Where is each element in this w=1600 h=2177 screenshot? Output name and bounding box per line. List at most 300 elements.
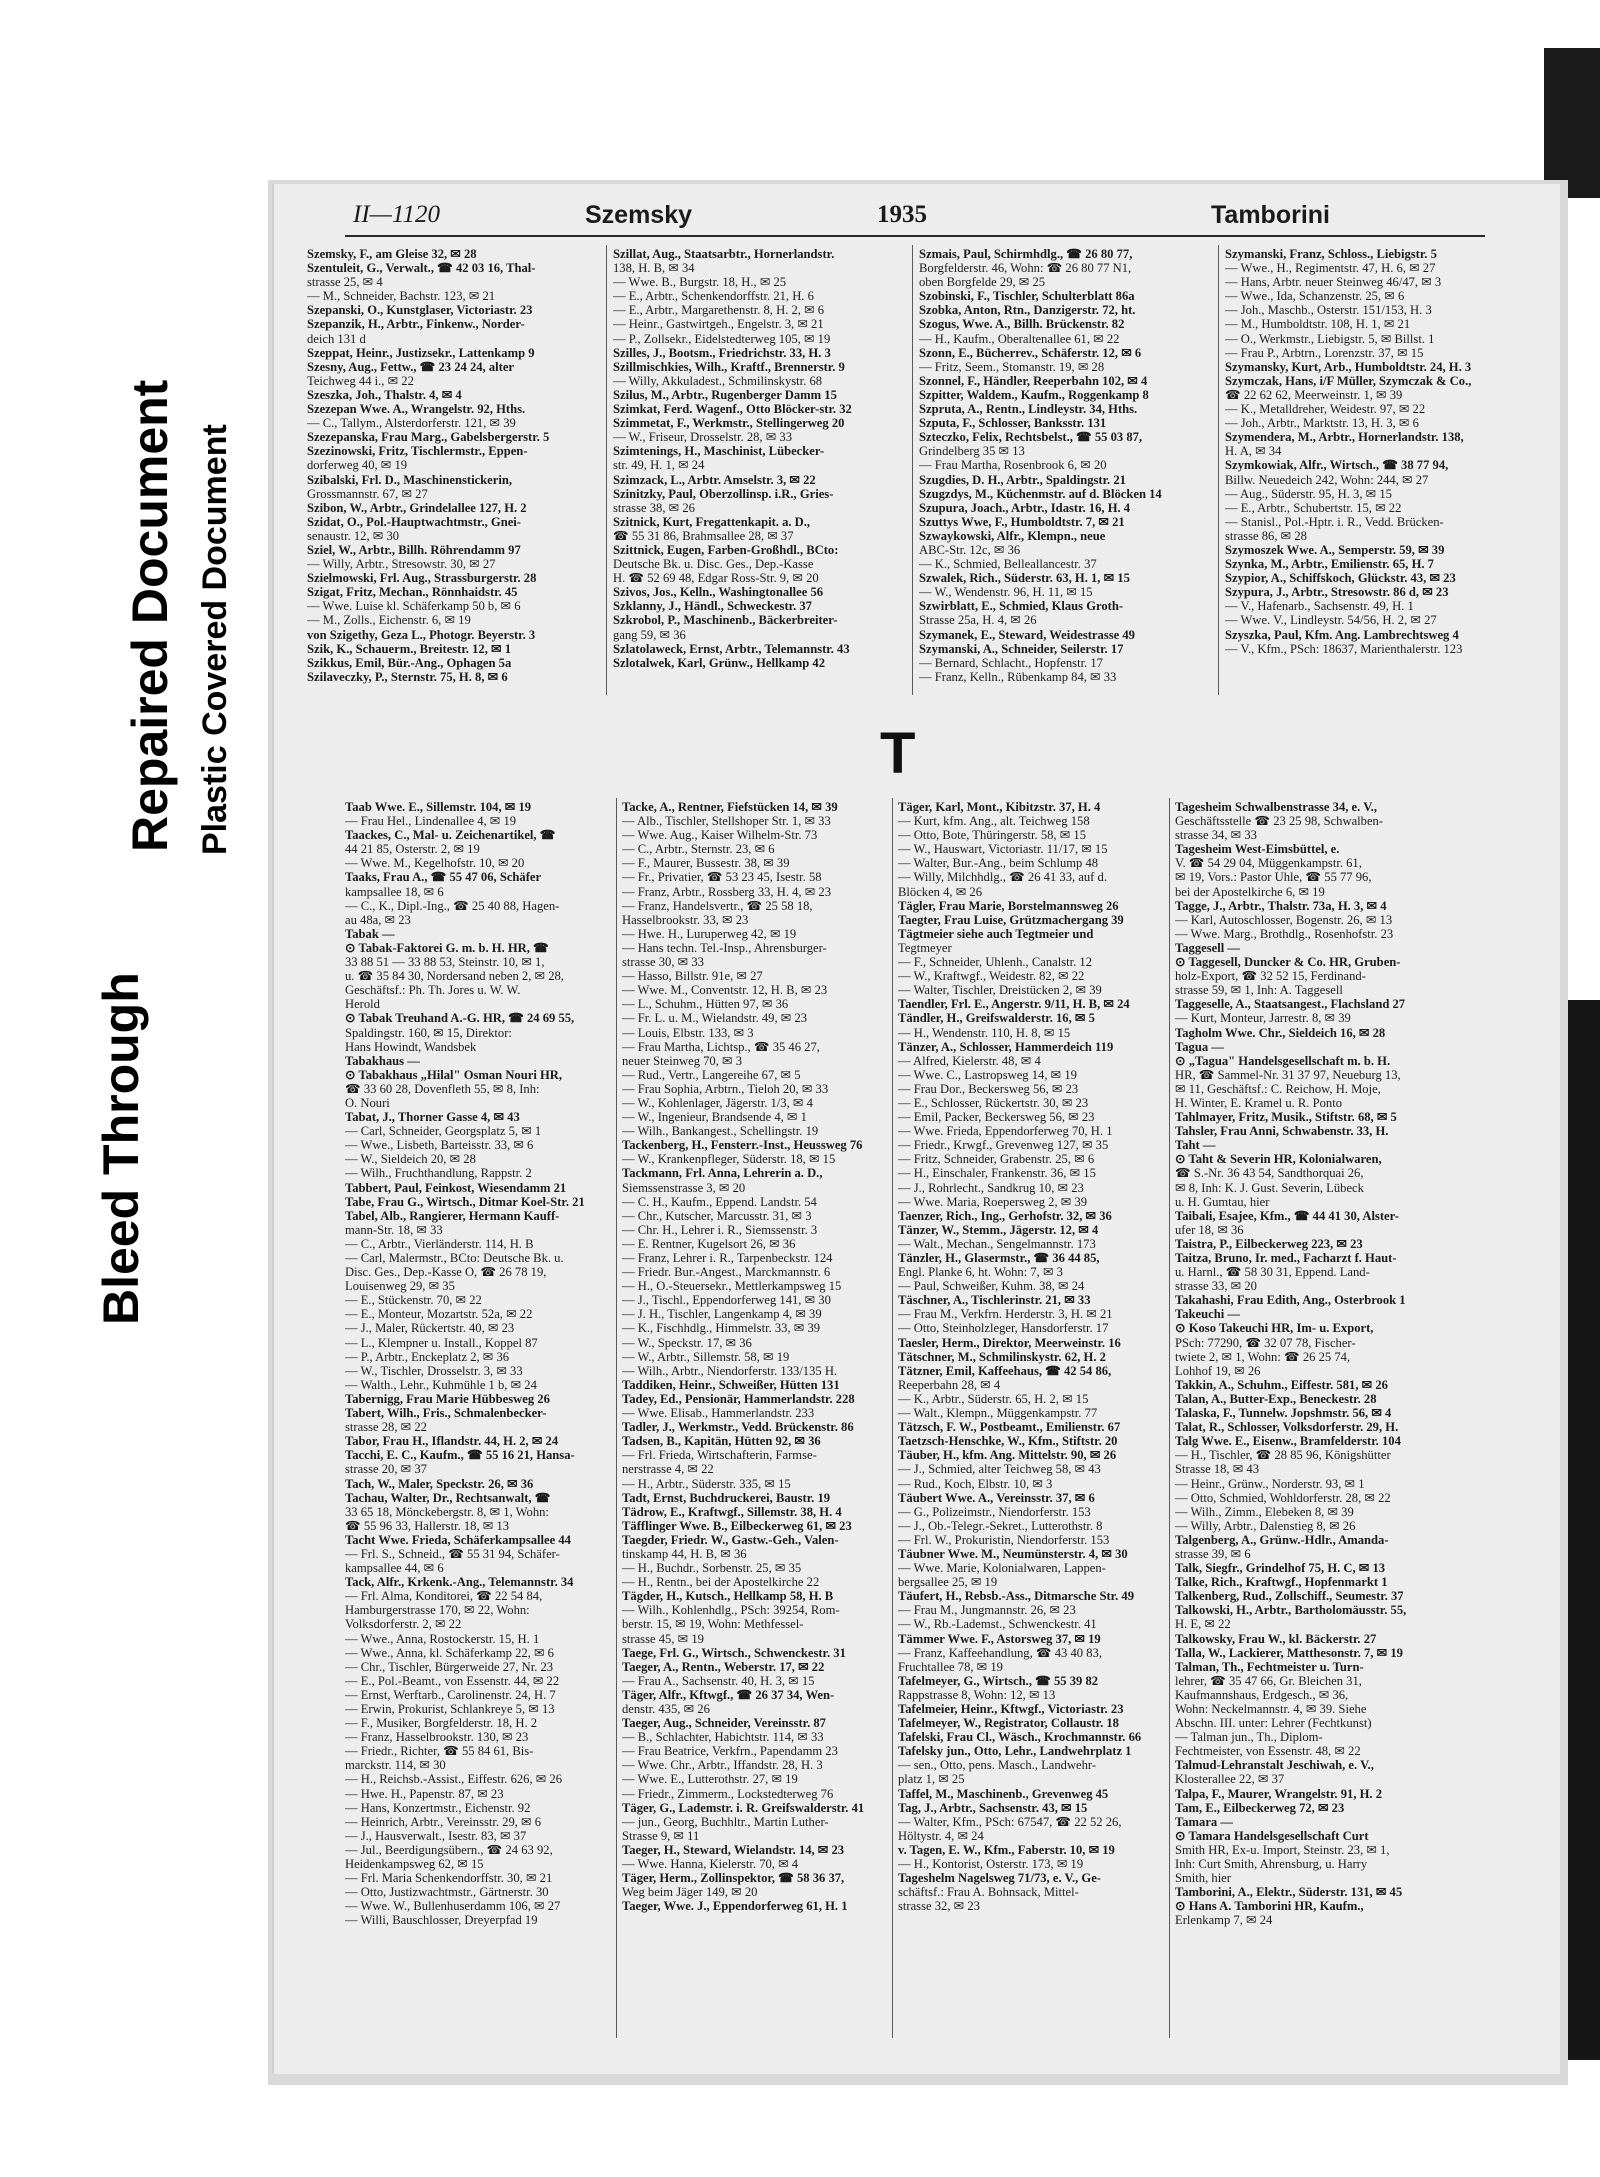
directory-entry-line: neuer Steinweg 70, ✉ 3 — [622, 1053, 743, 1068]
directory-entry-line: kampsallee 18, ✉ 6 — [345, 884, 444, 899]
directory-entry-line: deich 131 d — [307, 331, 366, 346]
directory-entry-line: Szyszka, Paul, Kfm. Ang. Lambrechtsweg 4 — [1225, 627, 1459, 642]
directory-entry-line: — Bernard, Schlacht., Hopfenstr. 17 — [919, 655, 1103, 670]
directory-entry-line: Takahashi, Frau Edith, Ang., Osterbrook 1 — [1175, 1293, 1406, 1308]
directory-entry-line: Szonnel, F., Händler, Reeperbahn 102, ✉ 4 — [919, 373, 1148, 388]
directory-entry-line: — B., Schlachter, Habichtstr. 114, ✉ 33 — [622, 1730, 824, 1745]
directory-entry-line: — Louis, Elbstr. 133, ✉ 3 — [622, 1025, 754, 1040]
directory-entry-line: Lohhof 19, ✉ 26 — [1175, 1363, 1261, 1378]
directory-entry-line: Szymoszek Wwe. A., Semperstr. 59, ✉ 39 — [1225, 542, 1445, 557]
directory-entry-line: Szuttys Wwe, F., Humboldtstr. 7, ✉ 21 — [919, 514, 1125, 529]
directory-entry-line: Taht — — [1175, 1138, 1216, 1153]
directory-entry-line: — Frau Martha, Lichtsp., ☎ 35 46 27, — [622, 1039, 820, 1054]
directory-entry-line: au 48a, ✉ 23 — [345, 912, 411, 927]
directory-entry-line: Talkowsky, Frau W., kl. Bäckerstr. 27 — [1175, 1631, 1377, 1646]
directory-entry-line: — F., Schneider, Uhlenh., Canalstr. 12 — [898, 955, 1093, 970]
directory-entry-line: — Kurt, kfm. Ang., alt. Teichweg 158 — [898, 814, 1090, 829]
directory-entry-line: — Walter, Tischler, Dreistücken 2, ✉ 39 — [898, 983, 1102, 998]
directory-entry-line: ⊙ Tabak Treuhand A.-G. HR, ☎ 24 69 55, — [345, 1011, 575, 1026]
directory-entry-line: — W., Krankenpfleger, Süderstr. 18, ✉ 15 — [622, 1152, 836, 1167]
directory-entry-line: — Joh., Maschb., Osterstr. 151/153, H. 3 — [1225, 303, 1432, 318]
directory-entry-line: Szpitter, Waldem., Kaufm., Roggenkamp 8 — [919, 387, 1149, 402]
directory-entry-line: Szimtenings, H., Maschinist, Lübecker- — [613, 444, 825, 459]
directory-entry-line: Szimmetat, F., Werkmstr., Stellingerweg 20 — [613, 416, 845, 431]
directory-entry-line: Tamborini, A., Elektr., Süderstr. 131, ✉ 45 — [1175, 1885, 1403, 1900]
directory-entry-line: holz-Export, ☎ 32 52 15, Ferdinand- — [1175, 969, 1366, 984]
directory-entry-line: — F., Musiker, Borgfelderstr. 18, H. 2 — [345, 1716, 538, 1731]
directory-entry-line: — E., Stückenstr. 70, ✉ 22 — [345, 1293, 482, 1308]
directory-entry-line: — C., K., Dipl.-Ing., ☎ 25 40 88, Hagen- — [345, 898, 560, 913]
directory-entry-line: Takkin, A., Schuhm., Eiffestr. 581, ✉ 26 — [1175, 1377, 1388, 1392]
directory-entry-line: Szklanny, J., Händl., Schweckestr. 37 — [613, 599, 812, 614]
directory-entry-line: Tach, W., Maler, Speckstr. 26, ✉ 36 — [345, 1476, 534, 1491]
directory-entry-line: — Frl. S., Schneid., ☎ 55 31 94, Schäfer- — [345, 1546, 560, 1561]
directory-entry-line: Szypura, J., Arbtr., Stresowstr. 86 d, ✉ 23 — [1225, 585, 1449, 600]
directory-entry-line: Kaufmannshaus, Erdgesch., ✉ 36, — [1175, 1687, 1349, 1702]
upper-column-1 — [307, 247, 603, 697]
directory-entry-line: ⊙ Taht & Severin HR, Kolonialwaren, — [1175, 1152, 1382, 1167]
directory-entry-line: Taab Wwe. E., Sillemstr. 104, ✉ 19 — [345, 800, 532, 814]
directory-entry-line: lehrer, ☎ 35 47 66, Gr. Bleichen 31, — [1175, 1673, 1362, 1688]
directory-entry-line: Grindelberg 35 ✉ 13 — [919, 444, 1025, 459]
directory-entry-line: — Wilh., Zimm., Elebeken 8, ✉ 39 — [1175, 1504, 1354, 1519]
directory-entry-line: — Erwin, Prokurist, Schlankreye 5, ✉ 13 — [345, 1702, 555, 1716]
header-last-entry: Tamborini — [1211, 201, 1330, 229]
directory-entry-line: Tabak — — [345, 926, 395, 941]
directory-entry-line: — Franz, Lehrer i. R., Tarpenbeckstr. 124 — [622, 1251, 833, 1265]
directory-entry-line: ⊙ Taggesell, Duncker & Co. HR, Gruben- — [1175, 955, 1401, 970]
directory-entry-line: Szepanski, O., Kunstglaser, Victoriastr. 23 — [307, 303, 533, 318]
directory-entry-line: — Wwe. Aug., Kaiser Wilhelm-Str. 73 — [622, 828, 818, 843]
upper-column-4 — [1225, 247, 1523, 697]
directory-entry-line: — Walter, Kfm., PSch: 67547, ☎ 22 52 26, — [898, 1814, 1122, 1829]
directory-entry-line: Szymczak, Hans, i/F Müller, Szymczak & Co., — [1225, 373, 1472, 388]
directory-entry-line: Szobinski, F., Tischler, Schulterblatt 86a — [919, 289, 1135, 304]
directory-entry-line: Szimzack, L., Arbtr. Amselstr. 3, ✉ 22 — [613, 472, 816, 487]
directory-entry-line: — E., Arbtr., Schenkendorffstr. 21, H. 6 — [613, 289, 814, 304]
directory-entry-line: Weg beim Jäger 149, ✉ 20 — [622, 1885, 758, 1900]
directory-entry-line: — H., Kontorist, Osterstr. 173, ✉ 19 — [898, 1857, 1084, 1872]
directory-entry-line: — Wwe., Anna, kl. Schäferkamp 22, ✉ 6 — [345, 1645, 554, 1660]
directory-entry-line: ✉ 8, Inh: K. J. Gust. Severin, Lübeck — [1175, 1180, 1364, 1195]
directory-entry-line: Szugdies, D. H., Arbtr., Spaldingstr. 21 — [919, 472, 1126, 487]
directory-entry-line: Disc. Ges., Dep.-Kasse O, ☎ 26 78 19, — [345, 1265, 547, 1280]
directory-entry-line: von Szigethy, Geza L., Photogr. Beyerstr. 3 — [307, 627, 536, 642]
directory-entry-line: Szwalek, Rich., Süderstr. 63, H. 1, ✉ 15 — [919, 571, 1130, 586]
plastic-covered-label: Plastic Covered Document — [196, 424, 234, 855]
directory-entry-line: Tägder, H., Kutsch., Hellkamp 58, H. B — [622, 1589, 834, 1604]
directory-entry-line: Tacchi, E. C., Kaufm., ☎ 55 16 21, Hansa- — [345, 1448, 575, 1463]
directory-entry-line: — Fritz, Schneider, Grabenstr. 25, ✉ 6 — [898, 1152, 1095, 1167]
directory-entry-line: — Frau Hel., Lindenallee 4, ✉ 19 — [345, 814, 517, 829]
directory-entry-line: — Hans, Konzertmstr., Eichenstr. 92 — [345, 1800, 531, 1815]
directory-entry-line: Tabert, Wilh., Fris., Schmalenbecker- — [345, 1406, 547, 1421]
directory-entry-line: — Wwe. Chr., Arbtr., Iffandstr. 28, H. 3 — [622, 1758, 823, 1773]
directory-entry-line: Tegtmeyer — [898, 940, 952, 955]
directory-entry-line: — Fr. L. u. M., Wielandstr. 49, ✉ 23 — [622, 1011, 808, 1026]
directory-entry-line: — E., Pol.-Beamt., von Essenstr. 44, ✉ 22 — [345, 1673, 560, 1688]
directory-entry-line: — Walt., Klempn., Müggenkampstr. 77 — [898, 1406, 1098, 1421]
directory-entry-line: — Wwe. Frieda, Eppendorferweg 70, H. 1 — [898, 1124, 1113, 1139]
directory-entry-line: Hamburgerstrasse 170, ✉ 22, Wohn: — [345, 1603, 530, 1618]
directory-entry-line: Tabe, Frau G., Wirtsch., Ditmar Koel-Str. 21 — [345, 1194, 585, 1209]
directory-entry-line: Szidat, O., Pol.-Hauptwachtmstr., Gnei- — [307, 514, 521, 529]
directory-entry-line: Inh: Curt Smith, Ahrensburg, u. Harry — [1175, 1857, 1368, 1872]
directory-entry-line: Tagholm Wwe. Chr., Sieldeich 16, ✉ 28 — [1175, 1025, 1386, 1040]
directory-entry-line: — P., Zollsekr., Eidelstedterweg 105, ✉ 19 — [613, 331, 831, 346]
directory-entry-line: Szymanek, E., Steward, Weidestrasse 49 — [919, 627, 1135, 642]
directory-entry-line: Szymendera, M., Arbtr., Hornerlandstr. 138, — [1225, 430, 1464, 445]
directory-entry-line: Tafelmeyer, G., Wirtsch., ☎ 55 39 82 — [898, 1673, 1099, 1688]
directory-entry-line: — Frl. Frieda, Wirtschafterin, Farmse- — [622, 1448, 817, 1463]
directory-entry-line: twiete 2, ✉ 1, Wohn: ☎ 26 25 74, — [1175, 1349, 1351, 1364]
directory-entry-line: Tändler, H., Greifswalderstr. 16, ✉ 5 — [898, 1011, 1095, 1026]
directory-entry-line: Tätzner, Emil, Kaffeehaus, ☎ 42 54 86, — [898, 1363, 1112, 1378]
directory-entry-line: — J., Rohrlecht., Sandkrug 10, ✉ 23 — [898, 1180, 1084, 1195]
directory-entry-line: senaustr. 12, ✉ 30 — [307, 528, 400, 543]
directory-entry-line: berstr. 15, ✉ 19, Wohn: Methfessel- — [622, 1617, 804, 1632]
lower-column-1 — [345, 800, 613, 2040]
directory-entry-line: — H., Tischler, ☎ 28 85 96, Königshütter — [1175, 1448, 1391, 1463]
directory-entry-line: Tafelmeier, Heinr., Kftwgf., Victoriastr. 23 — [898, 1702, 1124, 1716]
column-divider — [912, 245, 913, 695]
directory-entry-line: — E., Schlosser, Rückertstr. 30, ✉ 23 — [898, 1095, 1089, 1110]
directory-entry-line: — Otto, Steinholzleger, Hansdorferstr. 17 — [898, 1321, 1109, 1336]
directory-entry-line: — Karl, Autoschlosser, Bogenstr. 26, ✉ 13 — [1175, 912, 1393, 927]
directory-entry-line: — Wwe. M., Conventstr. 12, H. B, ✉ 23 — [622, 983, 828, 998]
directory-entry-line: Tabel, Alb., Rangierer, Hermann Kauff- — [345, 1208, 560, 1223]
directory-entry-line: ⊙ Hans A. Tamborini HR, Kaufm., — [1175, 1899, 1364, 1914]
directory-entry-line: Tafelsky jun., Otto, Lehr., Landwehrplatz 1 — [898, 1744, 1132, 1759]
directory-entry-line: — C., Arbtr., Sternstr. 23, ✉ 6 — [622, 842, 775, 857]
directory-entry-line: — Carl, Schneider, Georgsplatz 5, ✉ 1 — [345, 1124, 542, 1139]
directory-entry-line: ⊙ Tabakhaus „Hilal" Osman Nouri HR, — [345, 1067, 563, 1082]
directory-entry-line: Sziel, W., Arbtr., Billh. Röhrendamm 97 — [307, 542, 521, 557]
directory-entry-line: — W., Wendenstr. 96, H. 11, ✉ 15 — [919, 585, 1093, 600]
directory-entry-line: — E., Arbtr., Schubertstr. 15, ✉ 22 — [1225, 500, 1402, 515]
directory-entry-line: Taaks, Frau A., ☎ 55 47 06, Schäfer — [345, 870, 542, 885]
directory-entry-line: Borgfelderstr. 46, Wohn: ☎ 26 80 77 N1, — [919, 261, 1132, 276]
directory-entry-line: Tänzler, H., Glasermstr., ☎ 36 44 85, — [898, 1251, 1100, 1265]
directory-entry-line: ⊙ „Tagua" Handelsgesellschaft m. b. H. — [1175, 1053, 1391, 1068]
bleed-through-label: Bleed Through — [93, 972, 149, 1325]
directory-entry-line: H. Winter, E. Kramel u. R. Ponto — [1175, 1095, 1343, 1110]
directory-entry-line: Szitnick, Kurt, Fregattenkapit. a. D., — [613, 514, 811, 529]
directory-entry-line: Talg Wwe. E., Eisenw., Bramfelderstr. 104 — [1175, 1434, 1401, 1449]
directory-entry-line: — Talman jun., Th., Diplom- — [1175, 1730, 1323, 1745]
directory-entry-line: — Emil, Packer, Beckersweg 56, ✉ 23 — [898, 1110, 1095, 1125]
directory-entry-line: — Hans techn. Tel.-Insp., Ahrensburger- — [622, 940, 827, 955]
directory-entry-line: Talat, R., Schlosser, Volksdorferstr. 29, H. — [1175, 1420, 1399, 1435]
directory-entry-line: ⊙ Tabak-Faktorei G. m. b. H. HR, ☎ — [345, 940, 549, 955]
directory-entry-line: — L., Schuhm., Hütten 97, ✉ 36 — [622, 997, 789, 1012]
directory-entry-line: — K., Fischhdlg., Himmelstr. 33, ✉ 39 — [622, 1321, 821, 1336]
directory-entry-line: — Hans, Arbtr. neuer Steinweg 46/47, ✉ 3 — [1225, 275, 1442, 290]
directory-entry-line: Szymanski, A., Schneider, Seilerstr. 17 — [919, 641, 1124, 656]
directory-entry-line: — O., Werkmstr., Liebigstr. 5, ✉ Billst. 1 — [1225, 331, 1435, 346]
directory-entry-line: — Wwe., H., Regimentstr. 47, H. 6, ✉ 27 — [1225, 261, 1436, 276]
directory-entry-line: ☎ S.-Nr. 36 43 54, Sandthorquai 26, — [1175, 1166, 1364, 1181]
directory-entry-line: strasse 25, ✉ 4 — [307, 275, 383, 290]
directory-entry-line: Szymanski, Franz, Schloss., Liebigstr. 5 — [1225, 247, 1437, 261]
directory-entry-line: — Franz, Kelln., Rübenkamp 84, ✉ 33 — [919, 669, 1117, 684]
directory-entry-line: — W., Kohlenlager, Jägerstr. 1/3, ✉ 4 — [622, 1095, 813, 1110]
directory-entry-line: Szkrobol, P., Maschinenb., Bäckerbreiter- — [613, 613, 838, 628]
directory-entry-line: Taeger, H., Steward, Wielandstr. 14, ✉ 23 — [622, 1842, 845, 1857]
directory-entry-line: — Frl. Maria Schenkendorffstr. 30, ✉ 21 — [345, 1871, 553, 1886]
directory-entry-line: — C., Arbtr., Vierländerstr. 114, H. B — [345, 1236, 534, 1251]
directory-entry-line: Szlotalwek, Karl, Grünw., Hellkamp 42 — [613, 655, 826, 670]
directory-entry-line: Szogus, Wwe. A., Billh. Brückenstr. 82 — [919, 317, 1125, 332]
directory-entry-line: Fruchtallee 78, ✉ 19 — [898, 1659, 1003, 1674]
directory-entry-line: Tabat, J., Thorner Gasse 4, ✉ 43 — [345, 1110, 520, 1125]
directory-entry-line: Tägtmeier siehe auch Tegtmeier und — [898, 926, 1094, 941]
directory-entry-line: Szepanzik, H., Arbtr., Finkenw., Norder- — [307, 317, 525, 332]
directory-entry-line: Fechtmeister, von Essenstr. 48, ✉ 22 — [1175, 1744, 1361, 1759]
directory-entry-line: — W., Arbtr., Sillemstr. 58, ✉ 19 — [622, 1349, 790, 1364]
directory-entry-line: — W., Ingenieur, Brandsende 4, ✉ 1 — [622, 1110, 807, 1125]
directory-entry-line: Hasselbrookstr. 33, ✉ 23 — [622, 912, 749, 927]
directory-entry-line: strasse 38, ✉ 26 — [613, 500, 695, 515]
directory-entry-line: Szikkus, Emil, Bür.-Ang., Ophagen 5a — [307, 655, 512, 670]
directory-entry-line: 44 21 85, Osterstr. 2, ✉ 19 — [345, 842, 480, 857]
directory-entry-line: Tadt, Ernst, Buchdruckerei, Baustr. 19 — [622, 1490, 831, 1505]
directory-entry-line: strasse 33, ✉ 20 — [1175, 1279, 1257, 1294]
directory-entry-line: — K., Metalldreher, Weidestr. 97, ✉ 22 — [1225, 402, 1426, 417]
directory-entry-line: Szeszka, Joh., Thalstr. 4, ✉ 4 — [307, 387, 462, 402]
directory-entry-line: — Wwe. Marg., Brothdlg., Rosenhofstr. 23 — [1175, 926, 1394, 941]
directory-entry-line: Taenzer, Rich., Ing., Gerhofstr. 32, ✉ 36 — [898, 1208, 1112, 1223]
repaired-document-label: Repaired Document — [122, 379, 178, 852]
header-year: 1935 — [877, 201, 927, 228]
directory-entry-line: Szibalski, Frl. D., Maschinenstickerin, — [307, 472, 513, 487]
directory-entry-line: — Walth., Lehr., Kuhmühle 1 b, ✉ 24 — [345, 1377, 537, 1392]
directory-entry-line: — Chr., Kutscher, Marcusstr. 31, ✉ 3 — [622, 1208, 812, 1223]
directory-entry-line: Szwaykowski, Alfr., Klempn., neue — [919, 528, 1106, 543]
directory-entry-line: — Franz, Kaffeehandlung, ☎ 43 40 83, — [898, 1645, 1102, 1660]
directory-entry-line: — Wwe. C., Lastropsweg 14, ✉ 19 — [898, 1067, 1077, 1082]
directory-entry-line: — F., Maurer, Bussestr. 38, ✉ 39 — [622, 856, 790, 871]
directory-entry-line: — H., Buchdr., Sorbenstr. 25, ✉ 35 — [622, 1561, 802, 1576]
directory-entry-line: Szypior, A., Schiffskoch, Glückstr. 43, ✉ 23 — [1225, 571, 1456, 586]
directory-entry-line: Tafelski, Frau Cl., Wäsch., Krochmannstr. 66 — [898, 1730, 1142, 1745]
directory-entry-line: Hans Howindt, Wandsbek — [345, 1039, 477, 1054]
directory-entry-line: — W., Sieldeich 20, ✉ 28 — [345, 1152, 476, 1167]
directory-entry-line: — Wilh., Arbtr., Niendorferstr. 133/135 H. — [622, 1363, 838, 1378]
column-divider — [616, 798, 617, 2038]
directory-entry-line: — W., Kraftwgf., Weidestr. 82, ✉ 22 — [898, 969, 1085, 984]
directory-entry-line: — Joh., Arbtr., Marktstr. 13, H. 3, ✉ 6 — [1225, 416, 1419, 431]
directory-entry-line: Szemsky, F., am Gleise 32, ✉ 28 — [307, 247, 477, 261]
directory-entry-line: dorferweg 40, ✉ 19 — [307, 458, 408, 473]
directory-entry-line: Strasse 9, ✉ 11 — [622, 1828, 700, 1843]
directory-entry-line: ✉ 19, Vors.: Pastor Uhle, ☎ 55 77 96, — [1175, 870, 1372, 885]
directory-entry-line: Szeppat, Heinr., Justizsekr., Lattenkamp 9 — [307, 345, 535, 360]
directory-entry-line: — H., Einschaler, Frankenstr. 36, ✉ 15 — [898, 1166, 1096, 1181]
directory-entry-line: Tam, E., Eilbeckerweg 72, ✉ 23 — [1175, 1800, 1345, 1815]
directory-entry-line: Tagesheim Schwalbenstrasse 34, e. V., — [1175, 800, 1377, 814]
directory-entry-line: oben Borgfelde 29, ✉ 25 — [919, 275, 1046, 290]
directory-entry-line: — Wilh., Bankangest., Schellingstr. 19 — [622, 1124, 819, 1139]
directory-entry-line: — Franz, Handelsvertr., ☎ 25 58 18, — [622, 898, 813, 913]
directory-entry-line: Szillat, Aug., Staatsarbtr., Hornerlandstr. — [613, 247, 835, 261]
directory-entry-line: H. ☎ 52 69 48, Edgar Ross-Str. 9, ✉ 20 — [613, 571, 819, 586]
directory-entry-line: Tämmer Wwe. F., Astorsweg 37, ✉ 19 — [898, 1631, 1101, 1646]
directory-entry-line: PSch: 77290, ☎ 32 07 78, Fischer- — [1175, 1335, 1356, 1350]
directory-entry-line: — Franz, Arbtr., Rossberg 33, H. 4, ✉ 23 — [622, 884, 832, 899]
header-rule — [345, 235, 1485, 237]
directory-entry-line: Tabbert, Paul, Feinkost, Wiesendamm 21 — [345, 1180, 567, 1195]
directory-entry-line: mann-Str. 18, ✉ 33 — [345, 1222, 443, 1237]
directory-entry-line: Szwirblatt, E., Schmied, Klaus Groth- — [919, 599, 1124, 614]
directory-entry-line: — Ernst, Werftarb., Carolinenstr. 24, H. 7 — [345, 1687, 556, 1702]
directory-entry-line: ☎ 55 31 86, Brahmsallee 28, ✉ 37 — [613, 528, 794, 543]
directory-entry-line: — Stanisl., Pol.-Hptr. i. R., Vedd. Brücken- — [1225, 514, 1444, 529]
column-divider — [1169, 798, 1170, 2038]
directory-entry-line: Tafelmeyer, W., Registrator, Collaustr. 18 — [898, 1716, 1119, 1731]
directory-entry-line: — Wilh., Kohlenhdlg., PSch: 39254, Rom- — [622, 1603, 840, 1618]
directory-entry-line: Täger, G., Lademstr. i. R. Greifswalderstr. 41 — [622, 1800, 865, 1815]
directory-entry-line: — W., Friseur, Drosselstr. 28, ✉ 33 — [613, 430, 793, 445]
directory-entry-line: Tadler, J., Werkmstr., Vedd. Brückenstr. 86 — [622, 1420, 854, 1435]
directory-entry-line: Szteczko, Felix, Rechtsbelst., ☎ 55 03 87, — [919, 430, 1143, 445]
directory-entry-line: — Frau M., Verkfrn. Herderstr. 3, H. ✉ 21 — [898, 1307, 1113, 1322]
directory-entry-line: Taitza, Bruno, Ir. med., Facharzt f. Haut- — [1175, 1251, 1397, 1265]
directory-entry-line: Taibali, Esajee, Kfm., ☎ 44 41 30, Alster- — [1175, 1208, 1399, 1223]
directory-entry-line: Szimkat, Ferd. Wagenf., Otto Blöcker-str. 32 — [613, 402, 852, 417]
directory-entry-line: Szonn, E., Bücherrev., Schäferstr. 12, ✉ 6 — [919, 345, 1142, 360]
directory-entry-line: — Wilh., Fruchthandlung, Rappstr. 2 — [345, 1166, 532, 1181]
directory-entry-line: Szillmischkies, Wilh., Kraftf., Brennerstr. 9 — [613, 359, 845, 374]
directory-entry-line: u. H. Gumtau, hier — [1175, 1194, 1270, 1209]
directory-entry-line: Szlatolaweck, Ernst, Arbtr., Telemannstr. 43 — [613, 641, 850, 656]
directory-entry-line: Szinitzky, Paul, Oberzollinsp. i.R., Gries- — [613, 486, 834, 501]
directory-entry-line: Talla, W., Lackierer, Matthesonstr. 7, ✉ 19 — [1175, 1645, 1403, 1660]
directory-entry-line: Tabernigg, Frau Marie Hübbesweg 26 — [345, 1391, 550, 1406]
directory-entry-line: — Franz, Hasselbrookstr. 130, ✉ 23 — [345, 1730, 529, 1745]
directory-entry-line: — M., Humboldtstr. 108, H. 1, ✉ 21 — [1225, 317, 1411, 332]
directory-entry-line: — V., Kfm., PSch: 18637, Marienthalerstr. 123 — [1225, 641, 1463, 656]
directory-entry-line: — Rud., Vertr., Langereihe 67, ✉ 5 — [622, 1067, 801, 1082]
directory-entry-line: Reeperbahn 28, ✉ 4 — [898, 1377, 1001, 1392]
directory-entry-line: — Frau A., Sachsenstr. 40, H. 3, ✉ 15 — [622, 1673, 815, 1688]
directory-entry-line: Tageshelm Nagelsweg 71/73, e. V., Ge- — [898, 1871, 1102, 1886]
directory-entry-line: — Walt., Mechan., Sengelmannstr. 173 — [898, 1236, 1096, 1251]
directory-entry-line: — Frl. W., Prokuristin, Niendorferstr. 153 — [898, 1532, 1110, 1547]
directory-entry-line: Taeger, Wwe. J., Eppendorferweg 61, H. 1 — [622, 1899, 848, 1914]
directory-entry-line: — Heinr., Grünw., Norderstr. 93, ✉ 1 — [1175, 1476, 1365, 1491]
directory-entry-line: Tadey, Ed., Pensionär, Hammerlandstr. 228 — [622, 1391, 855, 1406]
directory-entry-line: Szibon, W., Arbtr., Grindelallee 127, H. 2 — [307, 500, 527, 515]
directory-entry-line: — Otto, Bote, Thüringerstr. 58, ✉ 15 — [898, 828, 1087, 843]
directory-entry-line: — H., Arbtr., Süderstr. 335, ✉ 15 — [622, 1476, 791, 1491]
directory-entry-line: strasse 28, ✉ 22 — [345, 1420, 427, 1435]
directory-entry-line: Tänzer, A., Schlosser, Hammerdeich 119 — [898, 1039, 1114, 1054]
directory-entry-line: schäftsf.: Frau A. Bohnsack, Mittel- — [898, 1885, 1079, 1900]
directory-entry-line: Szymkowiak, Alfr., Wirtsch., ☎ 38 77 94, — [1225, 458, 1449, 473]
directory-entry-line: — Wwe. Hanna, Kielerstr. 70, ✉ 4 — [622, 1857, 799, 1872]
directory-entry-line: Talan, A., Butter-Exp., Beneckestr. 28 — [1175, 1391, 1377, 1406]
directory-entry-line: Szymansky, Kurt, Arb., Humboldtstr. 24, H. 3 — [1225, 359, 1472, 374]
directory-entry-line: Szezepan Wwe. A., Wrangelstr. 92, Hths. — [307, 402, 526, 417]
directory-entry-line: Tackenberg, H., Fensterr.-Inst., Heussweg 76 — [622, 1138, 863, 1153]
directory-entry-line: Tahsler, Frau Anni, Schwabenstr. 33, H. — [1175, 1124, 1389, 1139]
directory-entry-line: — Wwe. W., Bullenhuserdamm 106, ✉ 27 — [345, 1899, 561, 1914]
directory-entry-line: — Heinrich, Arbtr., Vereinsstr. 29, ✉ 6 — [345, 1814, 542, 1829]
directory-entry-line: Taggeselle, A., Staatsangest., Flachsland 27 — [1175, 997, 1406, 1012]
directory-entry-line: — Alb., Tischler, Stellshoper Str. 1, ✉ 33 — [622, 814, 831, 829]
directory-entry-line: Szigat, Fritz, Mechan., Rönnhaidstr. 45 — [307, 585, 518, 600]
directory-entry-line: — sen., Otto, pens. Masch., Landwehr- — [898, 1758, 1097, 1773]
directory-entry-line: Szugzdys, M., Küchenmstr. auf d. Blöcken 14 — [919, 486, 1162, 501]
directory-entry-line: Tachau, Walter, Dr., Rechtsanwalt, ☎ — [345, 1490, 551, 1505]
directory-entry-line: — Friedr., Krwgf., Grevenweg 127, ✉ 35 — [898, 1138, 1109, 1153]
directory-entry-line: Taeger, Aug., Schneider, Vereinsstr. 87 — [622, 1716, 826, 1731]
directory-entry-line: Tadsen, B., Kapitän, Hütten 92, ✉ 36 — [622, 1434, 821, 1449]
directory-entry-line: — Wwe., Lisbeth, Barteisstr. 33, ✉ 6 — [345, 1138, 534, 1153]
directory-entry-line: Taegter, Frau Luise, Grützmachergang 39 — [898, 912, 1124, 927]
directory-entry-line: Smith, hier — [1175, 1871, 1231, 1886]
directory-entry-line: strasse 20, ✉ 37 — [345, 1462, 427, 1477]
directory-entry-line: Taistra, P., Eilbeckerweg 223, ✉ 23 — [1175, 1236, 1363, 1251]
directory-entry-line: — Frl. Alma, Konditorei, ☎ 22 54 84, — [345, 1589, 543, 1604]
directory-entry-line: Spaldingstr. 160, ✉ 15, Direktor: — [345, 1025, 512, 1040]
directory-entry-line: bergsallee 25, ✉ 19 — [898, 1575, 998, 1590]
directory-entry-line: 33 88 51 — 33 88 53, Steinstr. 10, ✉ 1, — [345, 955, 545, 970]
directory-entry-line: Täubner Wwe. M., Neumünsterstr. 4, ✉ 30 — [898, 1546, 1128, 1561]
directory-entry-line: Höltystr. 4, ✉ 24 — [898, 1828, 984, 1843]
directory-entry-line: Taetzsch-Henschke, W., Kfm., Stiftstr. 20 — [898, 1434, 1118, 1449]
directory-entry-line: — J., Ob.-Telegr.-Sekret., Lutterothstr. 8 — [898, 1518, 1103, 1533]
directory-entry-line: — Kurt, Monteur, Jarrestr. 8, ✉ 39 — [1175, 1011, 1351, 1026]
directory-entry-line: — Hwe. H., Papenstr. 87, ✉ 23 — [345, 1786, 504, 1801]
directory-entry-line: Taffel, M., Maschinenb., Grevenweg 45 — [898, 1786, 1109, 1801]
column-divider — [1218, 245, 1219, 695]
directory-entry-line: — Frau Dor., Beckersweg 56, ✉ 23 — [898, 1081, 1079, 1096]
directory-entry-line: — Frau Sophia, Arbtrn., Tieloh 20, ✉ 33 — [622, 1081, 829, 1096]
directory-entry-line: — K., Schmied, Belleallancestr. 37 — [919, 557, 1097, 572]
directory-entry-line: Tackmann, Frl. Anna, Lehrerin a. D., — [622, 1166, 823, 1181]
directory-entry-line: O. Nouri — [345, 1095, 390, 1110]
directory-entry-line: Taendler, Frl. E., Angerstr. 9/11, H. B, ✉ 24 — [898, 997, 1130, 1012]
directory-entry-line: Szielmowski, Frl. Aug., Strassburgerstr. 28 — [307, 571, 537, 586]
directory-entry-line: — Otto, Schmied, Wohldorferstr. 28, ✉ 22 — [1175, 1490, 1391, 1505]
directory-entry-line: Talmud-Lehranstalt Jeschiwah, e. V., — [1175, 1758, 1374, 1773]
directory-entry-line: Tacht Wwe. Frieda, Schäferkampsallee 44 — [345, 1532, 571, 1547]
directory-entry-line: — Chr., Tischler, Bürgerweide 27, Nr. 23 — [345, 1659, 554, 1674]
directory-entry-line: 33 65 18, Mönckebergstr. 8, ✉ 1, Wohn: — [345, 1504, 549, 1519]
directory-entry-line: Szpruta, A., Rentn., Lindleystr. 34, Hths. — [919, 402, 1138, 417]
directory-entry-line: Herold — [345, 997, 380, 1012]
directory-entry-line: strasse 86, ✉ 28 — [1225, 528, 1307, 543]
directory-entry-line: Szezepanska, Frau Marg., Gabelsbergerstr. 5 — [307, 430, 550, 445]
directory-entry-line: u. ☎ 35 84 30, Nordersand neben 2, ✉ 28, — [345, 969, 564, 984]
directory-entry-line: Tabor, Frau H., Iflandstr. 44, H. 2, ✉ 24 — [345, 1434, 559, 1449]
column-divider — [606, 245, 607, 695]
directory-entry-line: ⊙ Koso Takeuchi HR, Im- u. Export, — [1175, 1321, 1374, 1336]
directory-entry-line: Taege, Frl. G., Wirtsch., Schwenckestr. 31 — [622, 1645, 846, 1660]
directory-entry-line: Tänzer, W., Stemm., Jägerstr. 12, ✉ 4 — [898, 1222, 1099, 1237]
directory-entry-line: nerstrasse 4, ✉ 22 — [622, 1462, 714, 1477]
directory-entry-line: ✉ 11, Geschäftsf.: C. Reichow, H. Moje, — [1175, 1081, 1381, 1096]
directory-entry-line: — Chr. H., Lehrer i. R., Siemssenstr. 3 — [622, 1222, 818, 1237]
directory-entry-line: Geschäftsstelle ☎ 23 25 98, Schwalben- — [1175, 814, 1384, 829]
directory-entry-line: — Otto, Justizwachtmstr., Gärtnerstr. 30 — [345, 1885, 549, 1900]
directory-entry-line: — W., Tischler, Drosselstr. 3, ✉ 33 — [345, 1363, 523, 1378]
directory-entry-line: Täger, Karl, Mont., Kibitzstr. 37, H. 4 — [898, 800, 1101, 814]
directory-entry-line: — H., Rentn., bei der Apostelkirche 22 — [622, 1575, 820, 1590]
directory-entry-line: HR, ☎ Sammel-Nr. 31 37 97, Neueburg 13, — [1175, 1067, 1401, 1082]
